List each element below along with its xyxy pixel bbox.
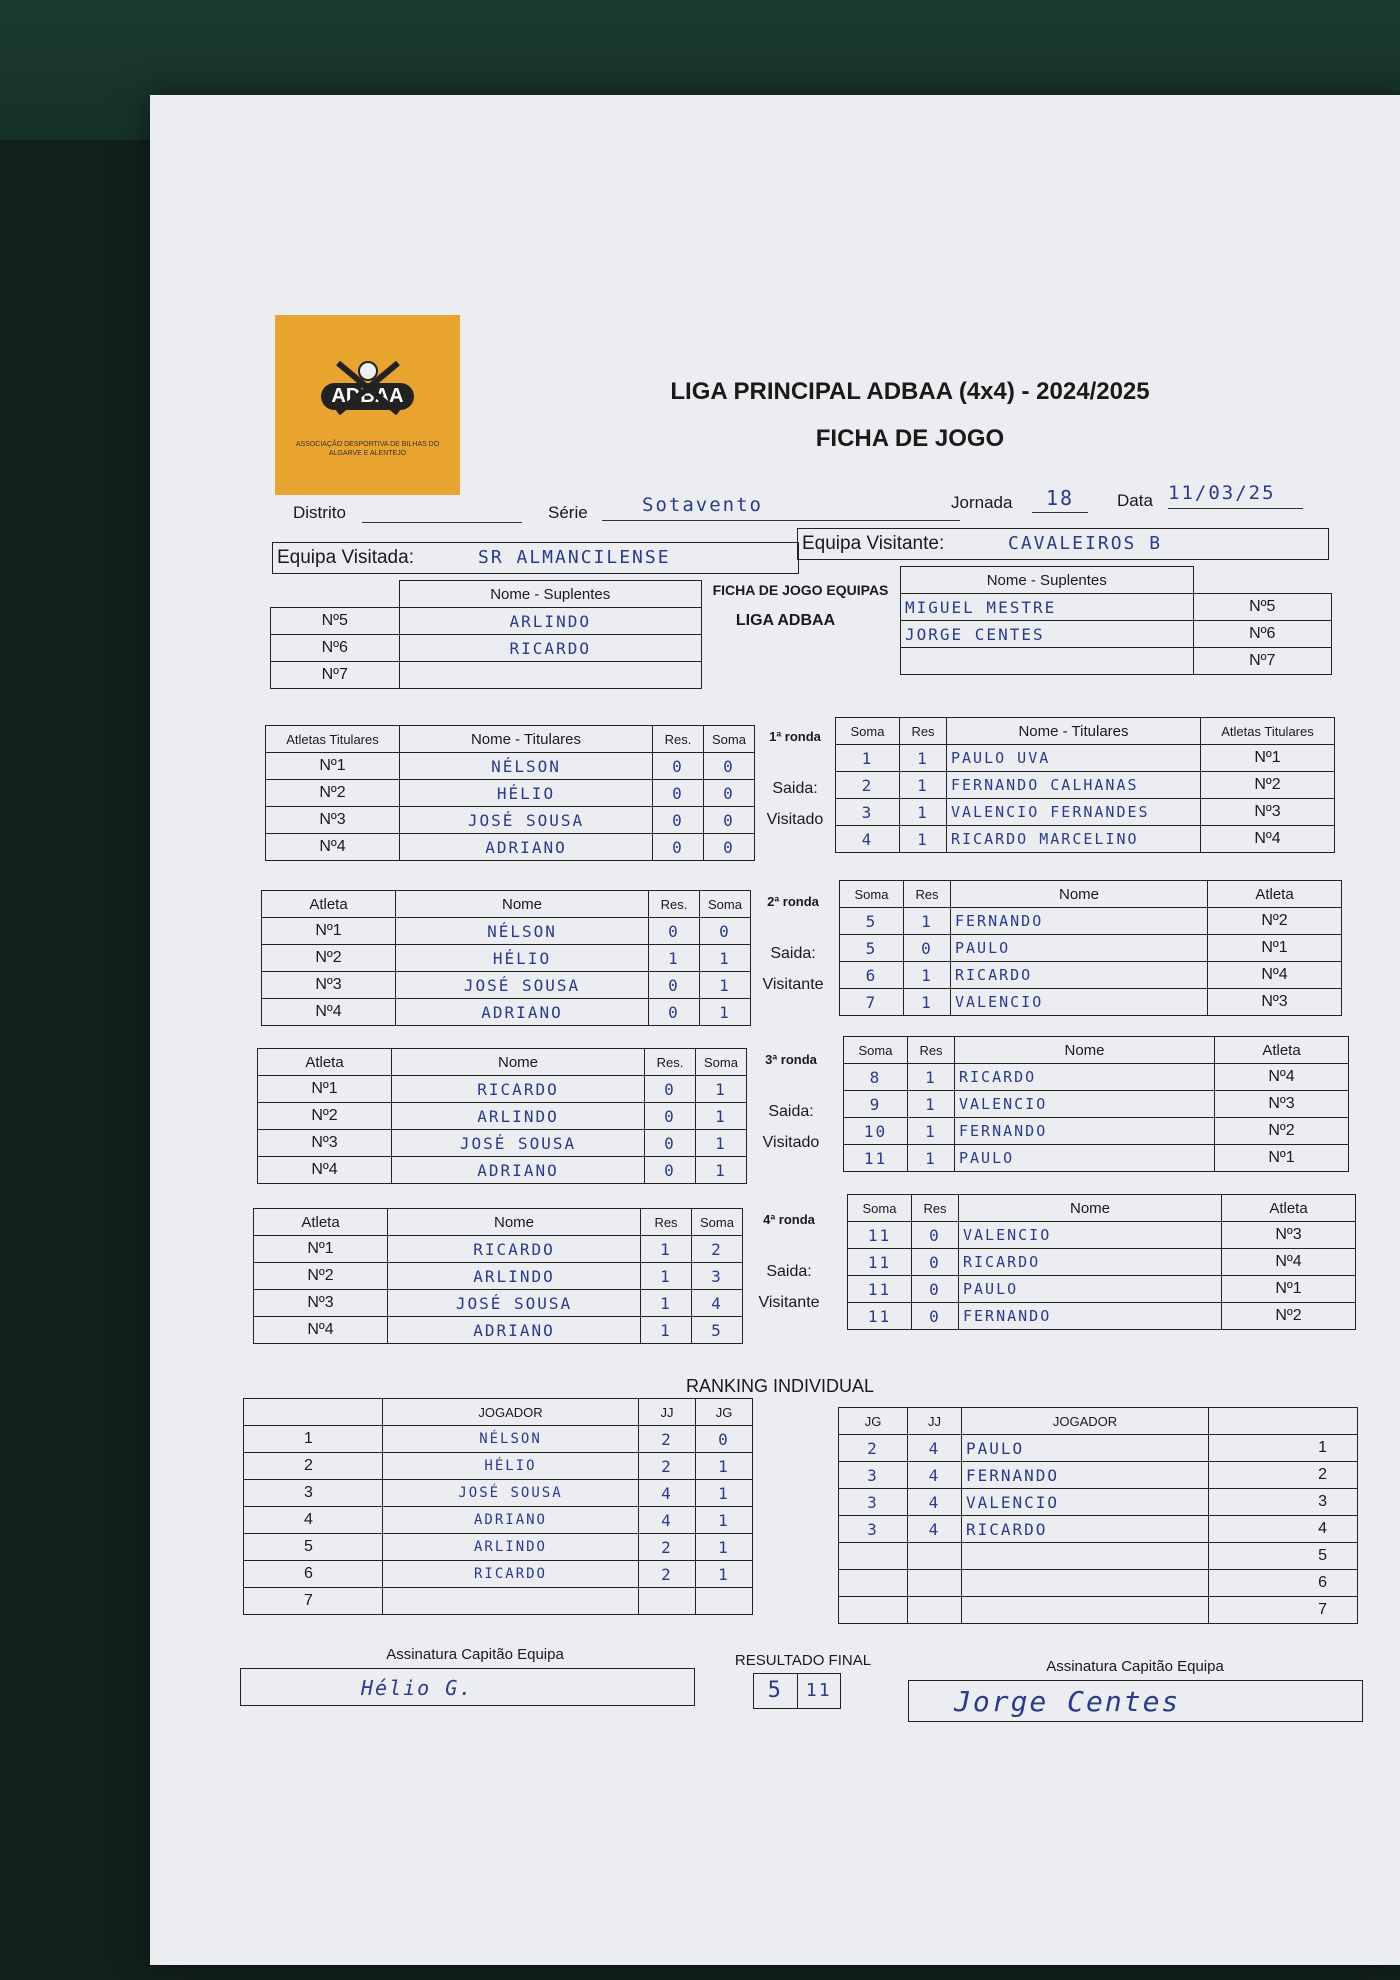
table-row: 4 ADRIANO 4 1 bbox=[244, 1507, 753, 1534]
table-row: 6 bbox=[839, 1570, 1358, 1597]
round-2-label: 2ª ronda bbox=[767, 894, 819, 909]
data-field: 11/03/25 bbox=[1168, 482, 1303, 509]
ranking-title: RANKING INDIVIDUAL bbox=[685, 1376, 875, 1396]
table-row: 7 bbox=[244, 1588, 753, 1615]
table-row: 5 bbox=[839, 1543, 1358, 1570]
away-subs-table: Nome - Suplentes MIGUEL MESTRE Nº5 JORGE CENTES Nº6 Nº7 bbox=[900, 566, 1332, 675]
jornada-label: Jornada bbox=[951, 493, 1013, 512]
table-row: Nº4 ADRIANO 1 5 bbox=[254, 1317, 743, 1344]
away-team-box bbox=[797, 528, 1329, 560]
round-1-home-table: Atletas Titulares Nome - Titulares Res. Soma Nº1 NÉLSON 0 0 Nº2 HÉLIO 0 0 Nº3 JOSÉ SOUSA 0 0 Nº4 ADRIANO 0 0 bbox=[265, 725, 755, 861]
table-row: 5 1 FERNANDO Nº2 bbox=[840, 908, 1342, 935]
table-row: 3 4 VALENCIO 3 bbox=[839, 1489, 1358, 1516]
table-row: MIGUEL MESTRE Nº5 bbox=[901, 594, 1332, 621]
home-team-label: Equipa Visitada: bbox=[277, 547, 414, 568]
result-away: 11 bbox=[805, 1680, 832, 1701]
table-row: Nº1 NÉLSON 0 0 bbox=[262, 918, 751, 945]
table-row: 3 4 FERNANDO 2 bbox=[839, 1462, 1358, 1489]
table-row: 7 1 VALENCIO Nº3 bbox=[840, 989, 1342, 1016]
table-row: Nº4 ADRIANO 0 1 bbox=[258, 1157, 747, 1184]
away-signature-field: Jorge Centes bbox=[908, 1680, 1363, 1722]
round-2-saida: Saida: bbox=[770, 945, 816, 962]
table-row: Nº6 RICARDO bbox=[271, 635, 702, 662]
round-2-home-table: Atleta Nome Res. Soma Nº1 NÉLSON 0 0 Nº2 HÉLIO 1 1 Nº3 JOSÉ SOUSA 0 1 Nº4 ADRIANO 0 1 bbox=[261, 890, 751, 1026]
ranking-home-table: JOGADOR JJ JG 1 NÉLSON 2 0 2 HÉLIO 2 1 3 JOSÉ SOUSA 4 1 4 ADRIANO 4 1 5 ARLINDO 2 1 6 RICARDO 2 1 7 bbox=[243, 1398, 753, 1615]
table-row: 3 JOSÉ SOUSA 4 1 bbox=[244, 1480, 753, 1507]
table-row: 5 0 PAULO Nº1 bbox=[840, 935, 1342, 962]
center-sheet-label: FICHA DE JOGO EQUIPAS bbox=[712, 582, 889, 598]
data-label: Data bbox=[1117, 491, 1153, 510]
table-row: Nº2 ARLINDO 1 3 bbox=[254, 1263, 743, 1290]
serie-label: Série bbox=[548, 503, 588, 522]
result-box bbox=[753, 1673, 841, 1709]
round-1-starting-side: Visitado bbox=[766, 811, 824, 828]
table-row: 7 bbox=[839, 1597, 1358, 1624]
adbaa-logo bbox=[275, 315, 460, 495]
table-row: 2 4 PAULO 1 bbox=[839, 1435, 1358, 1462]
round-3-home-table: Atleta Nome Res. Soma Nº1 RICARDO 0 1 Nº2 ARLINDO 0 1 Nº3 JOSÉ SOUSA 0 1 Nº4 ADRIANO 0 1 bbox=[257, 1048, 747, 1184]
table-row: 11 0 RICARDO Nº4 bbox=[848, 1249, 1356, 1276]
round-4-home-table: Atleta Nome Res Soma Nº1 RICARDO 1 2 Nº2 ARLINDO 1 3 Nº3 JOSÉ SOUSA 1 4 Nº4 ADRIANO 1 5 bbox=[253, 1208, 743, 1344]
logo-text: ADBAA bbox=[321, 383, 413, 410]
distrito-label: Distrito bbox=[293, 503, 346, 522]
home-signature-label: Assinatura Capitão Equipa bbox=[386, 1646, 564, 1663]
center-league-label: LIGA ADBAA bbox=[735, 612, 836, 629]
round-4-away-table: Soma Res Nome Atleta 11 0 VALENCIO Nº3 11 0 RICARDO Nº4 11 0 PAULO Nº1 11 0 FERNANDO Nº2 bbox=[847, 1194, 1356, 1330]
away-signature-label: Assinatura Capitão Equipa bbox=[1046, 1658, 1224, 1675]
table-row: Nº1 RICARDO 1 2 bbox=[254, 1236, 743, 1263]
crossed-bats-icon bbox=[328, 353, 408, 423]
page-title: LIGA PRINCIPAL ADBAA (4x4) - 2024/2025 bbox=[670, 378, 1150, 405]
table-row: Nº5 ARLINDO bbox=[271, 608, 702, 635]
jornada-field: 18 bbox=[1032, 486, 1088, 513]
table-row: 9 1 VALENCIO Nº3 bbox=[844, 1091, 1349, 1118]
table-row: Nº1 NÉLSON 0 0 bbox=[266, 753, 755, 780]
logo-subtitle: ASSOCIAÇÃO DESPORTIVA DE BILHAS DO ALGARVE E ALENTEJO bbox=[295, 440, 440, 457]
result-label: RESULTADO FINAL bbox=[734, 1652, 872, 1669]
table-row: Nº3 JOSÉ SOUSA 0 0 bbox=[266, 807, 755, 834]
table-row: Nº3 JOSÉ SOUSA 1 4 bbox=[254, 1290, 743, 1317]
round-3-away-table: Soma Res Nome Atleta 8 1 RICARDO Nº4 9 1 VALENCIO Nº3 10 1 FERNANDO Nº2 11 1 PAULO Nº1 bbox=[843, 1036, 1349, 1172]
table-row: 2 1 FERNANDO CALHANAS Nº2 bbox=[836, 772, 1335, 799]
subs-header: Nome - Suplentes bbox=[399, 581, 702, 608]
round-4-label: 4ª ronda bbox=[763, 1212, 815, 1227]
table-row: Nº2 HÉLIO 1 1 bbox=[262, 945, 751, 972]
table-row: 4 1 RICARDO MARCELINO Nº4 bbox=[836, 826, 1335, 853]
round-1-away-table: Soma Res Nome - Titulares Atletas Titulares 1 1 PAULO UVA Nº1 2 1 FERNANDO CALHANAS Nº2 3 1 VALENCIO FERNANDES Nº3 4 1 RICARDO MARCELINO Nº4 bbox=[835, 717, 1335, 853]
table-row: Nº2 HÉLIO 0 0 bbox=[266, 780, 755, 807]
home-team-name: SR ALMANCILENSE bbox=[478, 547, 671, 568]
ranking-away-table: JG JJ JOGADOR 2 4 PAULO 1 3 4 FERNANDO 2 3 4 VALENCIO 3 3 4 RICARDO 4 5 6 7 bbox=[838, 1407, 1358, 1624]
table-row: Nº3 JOSÉ SOUSA 0 1 bbox=[262, 972, 751, 999]
table-row: 6 RICARDO 2 1 bbox=[244, 1561, 753, 1588]
table-row: 5 ARLINDO 2 1 bbox=[244, 1534, 753, 1561]
table-row: Nº7 bbox=[901, 648, 1332, 675]
table-row: 10 1 FERNANDO Nº2 bbox=[844, 1118, 1349, 1145]
round-3-saida: Saida: bbox=[768, 1103, 814, 1120]
table-row: 1 NÉLSON 2 0 bbox=[244, 1426, 753, 1453]
table-row: 11 0 PAULO Nº1 bbox=[848, 1276, 1356, 1303]
serie-field: Sotavento bbox=[602, 494, 960, 521]
round-1-saida: Saida: bbox=[772, 780, 818, 797]
home-signature-field: Hélio G. bbox=[240, 1668, 695, 1706]
home-subs-table bbox=[270, 580, 702, 689]
table-row: JORGE CENTES Nº6 bbox=[901, 621, 1332, 648]
round-3-label: 3ª ronda bbox=[765, 1052, 817, 1067]
table-row: Nº7 bbox=[271, 662, 702, 689]
table-row: 11 0 VALENCIO Nº3 bbox=[848, 1222, 1356, 1249]
round-4-starting-side: Visitante bbox=[758, 1294, 820, 1311]
away-team-name: CAVALEIROS B bbox=[1008, 533, 1163, 554]
away-team-label: Equipa Visitante: bbox=[802, 533, 945, 554]
home-team-box bbox=[272, 542, 799, 574]
page-subtitle: FICHA DE JOGO bbox=[815, 425, 1005, 452]
table-row: 3 1 VALENCIO FERNANDES Nº3 bbox=[836, 799, 1335, 826]
round-1-label: 1ª ronda bbox=[769, 729, 821, 744]
round-2-away-table: Soma Res Nome Atleta 5 1 FERNANDO Nº2 5 0 PAULO Nº1 6 1 RICARDO Nº4 7 1 VALENCIO Nº3 bbox=[839, 880, 1342, 1016]
table-row: 11 0 FERNANDO Nº2 bbox=[848, 1303, 1356, 1330]
table-row: 8 1 RICARDO Nº4 bbox=[844, 1064, 1349, 1091]
table-row: Nº1 RICARDO 0 1 bbox=[258, 1076, 747, 1103]
distrito-field bbox=[362, 500, 522, 523]
table-row: Nº4 ADRIANO 0 0 bbox=[266, 834, 755, 861]
table-row: 11 1 PAULO Nº1 bbox=[844, 1145, 1349, 1172]
table-row: Nº4 ADRIANO 0 1 bbox=[262, 999, 751, 1026]
table-row: Nº3 JOSÉ SOUSA 0 1 bbox=[258, 1130, 747, 1157]
table-row: 2 HÉLIO 2 1 bbox=[244, 1453, 753, 1480]
table-row: Nº2 ARLINDO 0 1 bbox=[258, 1103, 747, 1130]
result-home: 5 bbox=[754, 1674, 798, 1708]
round-2-starting-side: Visitante bbox=[762, 976, 824, 993]
table-row: 1 1 PAULO UVA Nº1 bbox=[836, 745, 1335, 772]
table-row: 3 4 RICARDO 4 bbox=[839, 1516, 1358, 1543]
round-3-starting-side: Visitado bbox=[762, 1134, 820, 1151]
table-row: 6 1 RICARDO Nº4 bbox=[840, 962, 1342, 989]
round-4-saida: Saida: bbox=[766, 1263, 812, 1280]
